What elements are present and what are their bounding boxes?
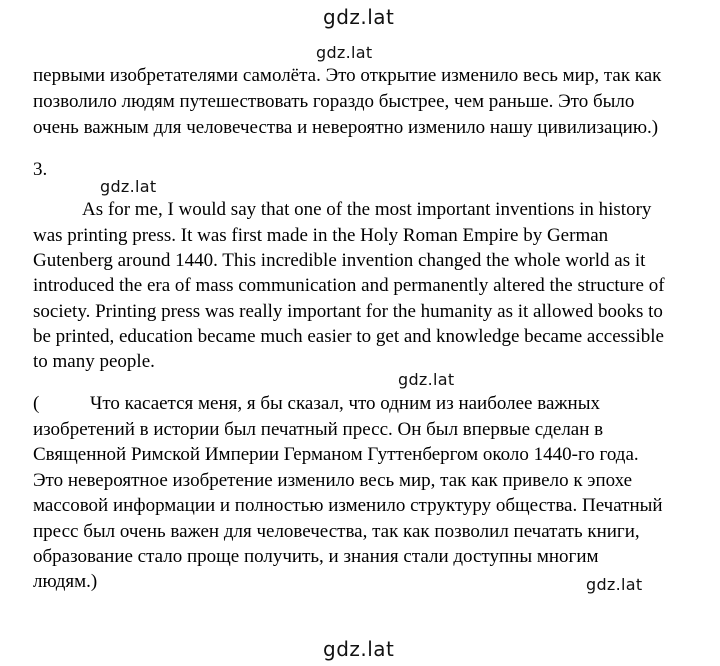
watermark-section3: gdz.lat (100, 177, 157, 196)
russian-line: Что касается меня, я бы сказал, что одним из наиболее важных (90, 393, 600, 414)
russian-line: Это невероятное изобретение изменило весь мир, так как привело к эпохе (33, 470, 633, 491)
watermark-lower-right: gdz.lat (586, 575, 643, 594)
intro-line: позволило людям путешествовать гораздо быстрее, чем раньше. Это было (33, 91, 635, 112)
russian-line: образование стало проще получить, и знания стали доступны многим (33, 546, 599, 567)
section-number: 3. (33, 159, 48, 180)
english-line: introduced the era of mass communication and permanently altered the structure of (33, 275, 665, 296)
english-line: be printed, education became much easier to get and knowledge became accessible (33, 326, 664, 347)
intro-line: очень важным для человечества и невероятно изменило нашу цивилизацию.) (33, 117, 659, 138)
english-line: to many people. (33, 351, 155, 372)
english-line: was printing press. It was first made in the Holy Roman Empire by German (33, 225, 609, 246)
watermark-middle: gdz.lat (398, 370, 455, 389)
russian-line: пресс был очень важен для человечества, так как позволил печатать книги, (33, 521, 640, 542)
open-parenthesis: ( (33, 393, 40, 414)
english-line: society. Printing press was really important for the humanity as it allowed books to (33, 301, 663, 322)
watermark-top: gdz.lat (323, 5, 395, 29)
intro-line: первыми изобретателями самолёта. Это открытие изменило весь мир, так как (33, 65, 662, 86)
watermark-upper: gdz.lat (316, 43, 373, 62)
russian-line: изобретений в истории был печатный пресс. Он был впервые сделан в (33, 419, 604, 440)
english-line: As for me, I would say that one of the most important inventions in history (82, 199, 652, 220)
russian-line: Священной Римской Империи Германом Гуттенбергом около 1440-го года. (33, 444, 639, 465)
english-line: Gutenberg around 1440. This incredible invention changed the whole world as it (33, 250, 646, 271)
watermark-bottom: gdz.lat (323, 637, 395, 661)
russian-line: людям.) (33, 571, 98, 592)
russian-line: массовой информации и полностью изменило структуру общества. Печатный (33, 495, 663, 516)
